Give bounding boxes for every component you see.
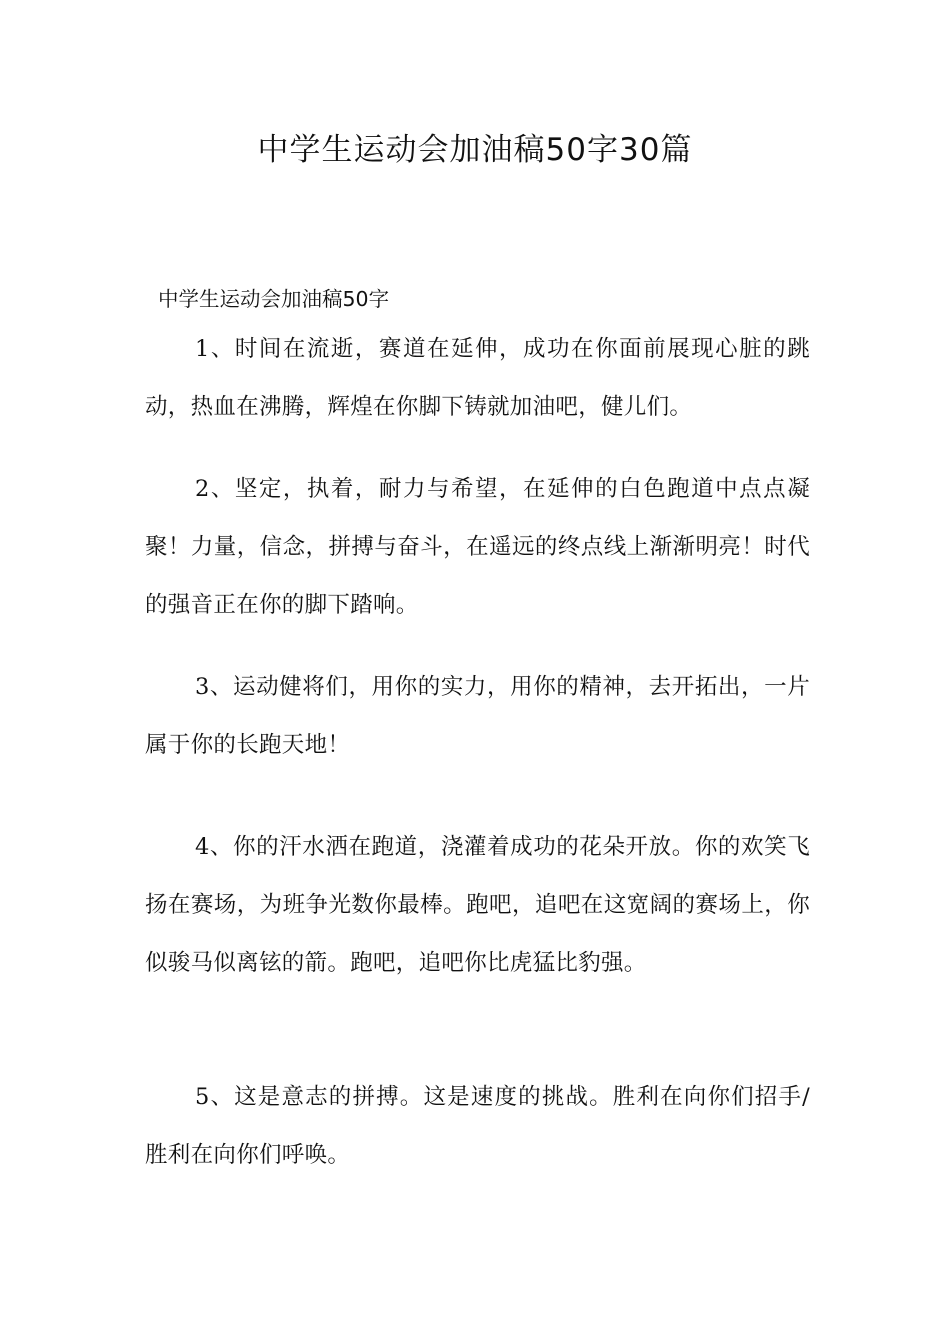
paragraph-3: 3、运动健将们，用你的实力，用你的精神，去开拓出，一片属于你的长跑天地！ <box>145 674 810 758</box>
paragraph-2: 2、坚定，执着，耐力与希望，在延伸的白色跑道中点点凝聚！力量，信念，拼搏与奋斗，在遥远的终点线上渐渐明亮！时代的强音正在你的脚下踏响。 <box>145 476 810 618</box>
paragraph-1: 1、时间在流逝，赛道在延伸，成功在你面前展现心脏的跳动，热血在沸腾，辉煌在你脚下铸就加油吧，健儿们。 <box>145 336 810 420</box>
section-subheading: 中学生运动会加油稿50字 <box>158 287 390 311</box>
document-title: 中学生运动会加油稿50字30篇 <box>257 132 693 168</box>
paragraph-5: 5、这是意志的拼搏。这是速度的挑战。胜利在向你们招手/胜利在向你们呼唤。 <box>145 1084 810 1168</box>
paragraph-4: 4、你的汗水洒在跑道，浇灌着成功的花朵开放。你的欢笑飞扬在赛场，为班争光数你最棒。跑吧，追吧在这宽阔的赛场上，你似骏马似离铉的箭。跑吧，追吧你比虎猛比豹强。 <box>145 834 810 976</box>
